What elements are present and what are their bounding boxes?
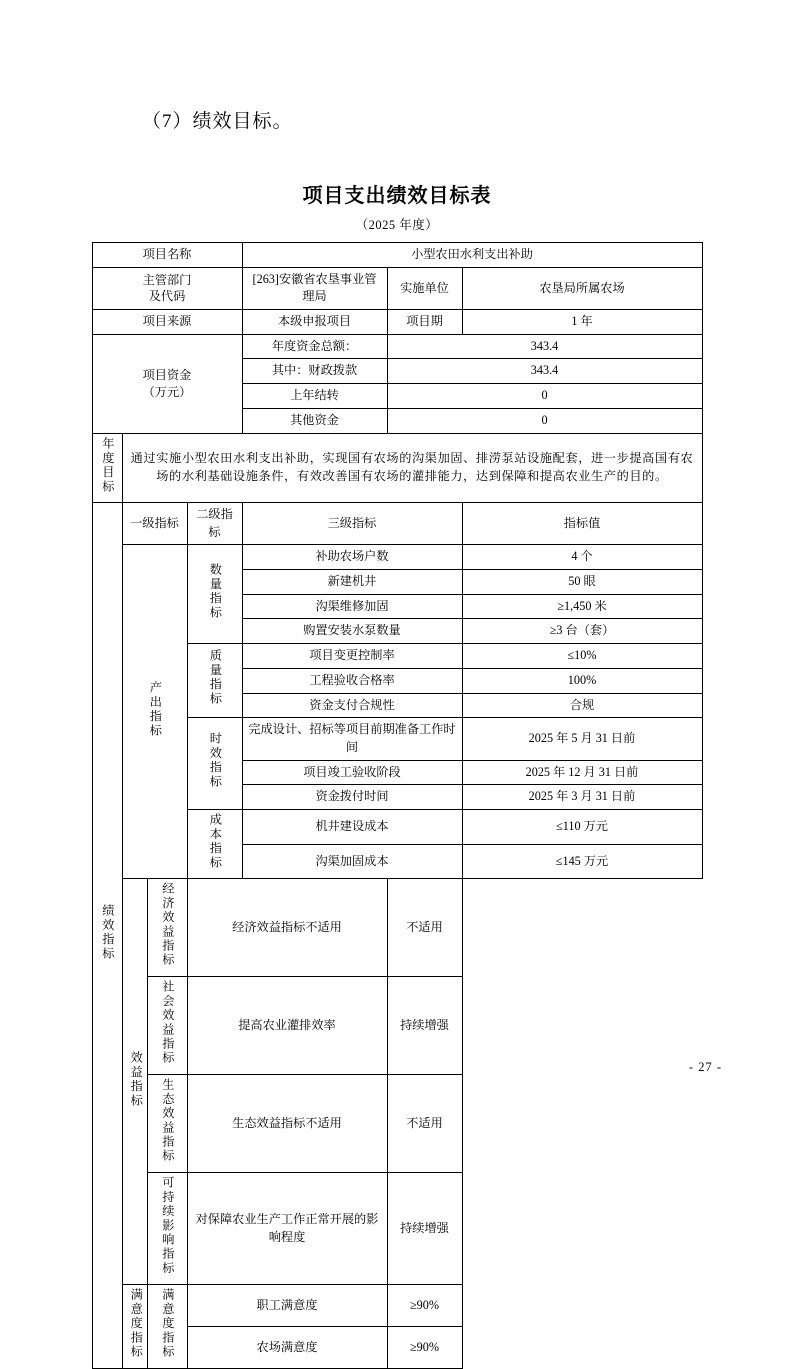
annual-goal-text: 通过实施小型农田水利支出补助，实现国有农场的沟渠加固、排涝泵站设施配套，进一步提高国有农场的水利基础设施条件，有效改善国有农场的灌排能力，达到保障和提高农业生产的目的。 [122, 433, 702, 503]
page-number: - 27 - [688, 1060, 722, 1074]
indicator-value: 50 眼 [462, 570, 702, 595]
funds-item: 其中：财政拨款 [242, 359, 387, 384]
indicator-value: 合规 [462, 693, 702, 718]
indicator-value: 2025 年 3 月 31 日前 [462, 785, 702, 810]
level3-name: 完成设计、招标等项目前期准备工作时间 [242, 718, 462, 760]
indicator-value: 不适用 [387, 879, 462, 977]
level2-cost: 成本指标 [187, 809, 242, 879]
indicator-value: ≥90% [387, 1285, 462, 1327]
table-row [92, 1173, 702, 1285]
table-row [92, 334, 702, 359]
annual-goal-label: 年度目标 [92, 433, 122, 503]
project-name-label: 项目名称 [92, 243, 242, 268]
performance-indicator-label: 绩效指标 [92, 503, 122, 1369]
table-row [92, 267, 702, 309]
section-heading: （7）绩效目标。 [142, 111, 293, 132]
header-info-table [92, 242, 703, 1369]
level2-quantity: 数量指标 [187, 545, 242, 644]
source-value: 本级申报项目 [242, 310, 387, 335]
indicator-value: 100% [462, 668, 702, 693]
column-header-value: 指标值 [462, 503, 702, 545]
dept-label: 主管部门 及代码 [92, 267, 242, 309]
funds-value: 343.4 [387, 334, 702, 359]
funds-label: 项目资金 （万元） [92, 334, 242, 433]
indicator-value: 2025 年 12 月 31 日前 [462, 760, 702, 785]
indicator-value: 2025 年 5 月 31 日前 [462, 718, 702, 760]
level1-benefit: 效益指标 [122, 879, 147, 1285]
level2-eco-benefit: 生态效益指标 [147, 1075, 187, 1173]
indicator-value: 不适用 [387, 1075, 462, 1173]
period-value: 1 年 [462, 310, 702, 335]
indicator-value: 持续增强 [387, 977, 462, 1075]
funds-value: 0 [387, 384, 702, 409]
level3-name: 工程验收合格率 [242, 668, 462, 693]
table-row [92, 977, 702, 1075]
level3-name: 补助农场户数 [242, 545, 462, 570]
column-header-level3: 三级指标 [242, 503, 462, 545]
level3-name: 对保障农业生产工作正常开展的影响程度 [187, 1173, 387, 1285]
level3-name: 资金支付合规性 [242, 693, 462, 718]
indicator-value: ≥3 台（套） [462, 619, 702, 644]
level2-sustainable-impact: 可持续影响指标 [147, 1173, 187, 1285]
level1-satisfaction: 满意度指标 [122, 1285, 147, 1369]
table-row [92, 243, 702, 268]
level3-name: 生态效益指标不适用 [187, 1075, 387, 1173]
level1-output: 产出指标 [122, 545, 187, 879]
level3-name: 项目竣工验收阶段 [242, 760, 462, 785]
unit-value: 农垦局所属农场 [462, 267, 702, 309]
level2-economic-benefit: 经济效益指标 [147, 879, 187, 977]
level3-name: 沟渠维修加固 [242, 594, 462, 619]
page-subtitle: （2025 年度） [355, 218, 439, 232]
page-title: 项目支出绩效目标表 [302, 185, 492, 207]
funds-value: 0 [387, 408, 702, 433]
table-row [92, 433, 702, 503]
level3-name: 项目变更控制率 [242, 644, 462, 669]
level3-name: 农场满意度 [187, 1327, 387, 1369]
indicator-value: 持续增强 [387, 1173, 462, 1285]
table-row [92, 545, 702, 570]
funds-item: 上年结转 [242, 384, 387, 409]
level3-name: 经济效益指标不适用 [187, 879, 387, 977]
level3-name: 机井建设成本 [242, 809, 462, 844]
table-row [92, 503, 702, 545]
funds-value: 343.4 [387, 359, 702, 384]
level3-name: 沟渠加固成本 [242, 844, 462, 879]
level3-name: 提高农业灌排效率 [187, 977, 387, 1075]
source-label: 项目来源 [92, 310, 242, 335]
level2-timeliness: 时效指标 [187, 718, 242, 810]
table-row [92, 310, 702, 335]
table-row [92, 879, 702, 977]
period-label: 项目期 [387, 310, 462, 335]
funds-item: 其他资金 [242, 408, 387, 433]
funds-item: 年度资金总额： [242, 334, 387, 359]
indicator-value: ≥1,450 米 [462, 594, 702, 619]
indicator-value: ≤10% [462, 644, 702, 669]
indicator-value: 4 个 [462, 545, 702, 570]
level3-name: 购置安装水泵数量 [242, 619, 462, 644]
indicator-value: ≤145 万元 [462, 844, 702, 879]
dept-value: [263]安徽省农垦事业管理局 [242, 267, 387, 309]
level3-name: 职工满意度 [187, 1285, 387, 1327]
level2-social-benefit: 社会效益指标 [147, 977, 187, 1075]
level2-satisfaction: 满意度指标 [147, 1285, 187, 1369]
indicator-value: ≥90% [387, 1327, 462, 1369]
column-header-level1: 一级指标 [122, 503, 187, 545]
level3-name: 资金拨付时间 [242, 785, 462, 810]
indicator-value: ≤110 万元 [462, 809, 702, 844]
column-header-level2: 二级指标 [187, 503, 242, 545]
level2-quality: 质量指标 [187, 644, 242, 718]
level3-name: 新建机井 [242, 570, 462, 595]
project-name-value: 小型农田水利支出补助 [242, 243, 702, 268]
table-row [92, 1075, 702, 1173]
unit-label: 实施单位 [387, 267, 462, 309]
table-row [92, 1285, 702, 1327]
